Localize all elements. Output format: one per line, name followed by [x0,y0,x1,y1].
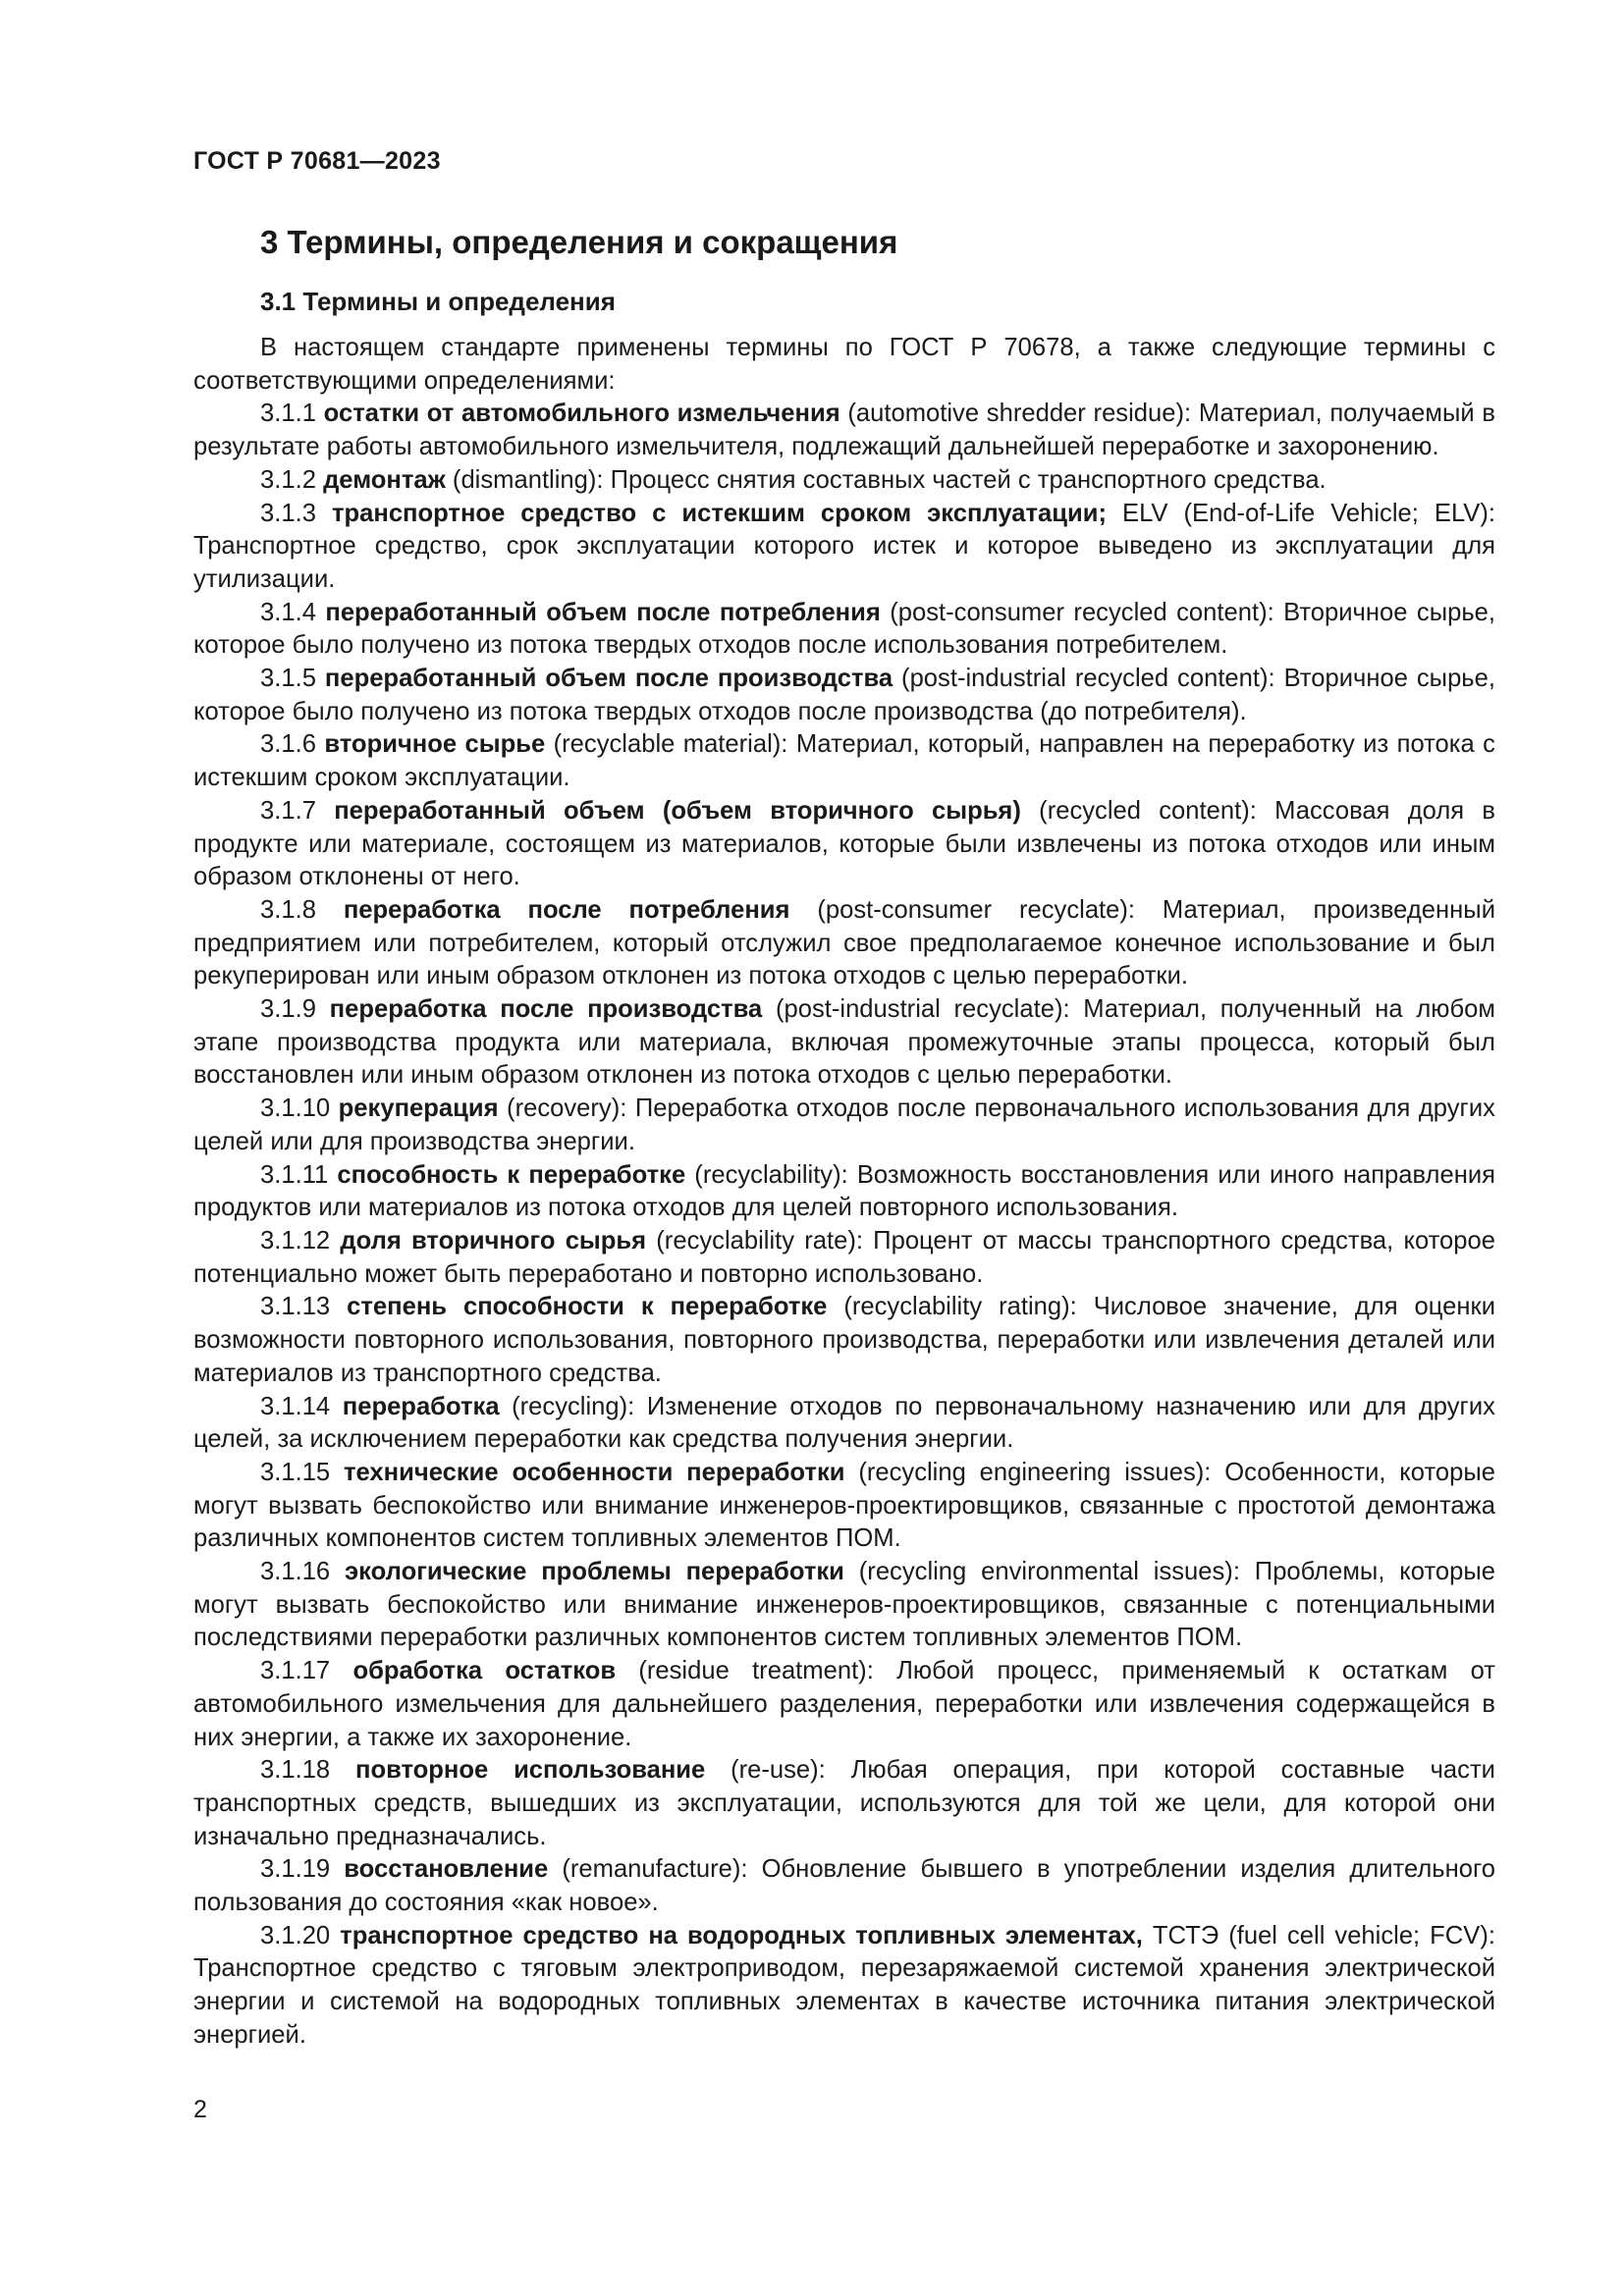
term-definition: (post-consumer recyclate): Материал, произведенный предприятием или потребителем, который отслужил свое предполагаемое конечное использование и был рекуперирован или иным образом отклонен из потока отходов с целью переработки. [193,895,1495,990]
term-number: 3.1.20 [260,1921,331,1949]
term-entry-3-1-4 [193,597,1495,663]
term-name: способность к переработке [337,1160,686,1189]
term-number: 3.1.13 [260,1293,331,1321]
term-number: 3.1.1 [260,400,316,428]
term-definition: (recycling): Изменение отходов по первоначальному назначению или для других целей, за исключением переработки как средства получения энергии. [193,1392,1495,1454]
term-definition: (remanufacture): Обновление бывшего в употреблении изделия длительного пользования до состояния «как новое». [193,1855,1495,1917]
standard-code: ГОСТ Р 70681—2023 [193,147,441,175]
term-entry-3-1-2 [193,464,1495,498]
term-number: 3.1.7 [260,796,316,825]
term-name: степень способности к переработке [347,1293,828,1321]
term-name: обработка остатков [352,1657,617,1685]
term-name: остатки от автомобильного измельчения [323,400,840,428]
term-number: 3.1.19 [260,1855,331,1884]
term-name: повторное использование [354,1756,706,1785]
term-definition: (post-industrial recycled content): Вторичное сырье, которое было получено из потока твердых отходов после производства (до потребителя). [193,665,1495,725]
term-entry-3-1-14 [193,1391,1495,1457]
term-name: переработка [342,1392,500,1420]
term-name: транспортное средство с истекшим сроком эксплуатации; [331,499,1107,527]
term-number: 3.1.15 [260,1458,331,1486]
term-number: 3.1.6 [260,730,316,759]
subsection-title: 3.1 Термины и определения [260,287,616,316]
term-number: 3.1.16 [260,1558,331,1586]
term-definition: (recycling engineering issues): Особенности, которые могут вызвать беспокойство или внимание инженеров-проектировщиков, связанные с простотой демонтажа различных компонентов систем топливных элементов ПОМ. [193,1458,1495,1553]
term-entry-3-1-16 [193,1556,1495,1655]
term-definition: (residue treatment): Любой процесс, применяемый к остаткам от автомобильного измельчения для дальнейшего разделения, переработки или извлечения содержащейся в них энергии, а также их захоронение. [193,1657,1495,1751]
term-entry-3-1-8 [193,894,1495,993]
term-number: 3.1.3 [260,499,316,527]
term-number: 3.1.17 [260,1657,331,1685]
term-definition: ТСТЭ (fuel cell vehicle; FCV): Транспортное средство с тяговым электроприводом, перезаряжаемой системой хранения электрической энергии и системой на водородных топливных элементах в качестве источника питания электрической энергией. [193,1921,1495,2049]
term-entry-3-1-10 [193,1093,1495,1158]
term-entry-3-1-15 [193,1457,1495,1556]
term-definition: ELV (End-of-Life Vehicle; ELV): Транспортное средство, срок эксплуатации которого истек и которое выведено из эксплуатации для утилизации. [193,499,1495,593]
term-definition: (recovery): Переработка отходов после первоначального использования для других целей или для производства энергии. [193,1095,1495,1155]
term-definition: (recyclability): Возможность восстановления или иного направления продуктов или материалов из потока отходов для целей повторного использования. [193,1160,1495,1222]
term-entry-3-1-19 [193,1853,1495,1919]
term-entry-3-1-1 [193,398,1495,463]
term-entry-3-1-12 [193,1225,1495,1291]
term-name: доля вторичного сырья [340,1226,647,1255]
term-definition: (dismantling): Процесс снятия составных частей с транспортного средства. [445,465,1326,494]
document-body [193,332,1495,2053]
term-definition: (recyclable material): Материал, который, направлен на переработку из потока с истекшим сроком эксплуатации. [193,730,1495,792]
term-number: 3.1.5 [260,665,316,693]
page-number: 2 [193,2096,207,2123]
term-number: 3.1.14 [260,1392,331,1420]
term-number: 3.1.12 [260,1226,331,1255]
term-definition: (recyclability rating): Числовое значение, для оценки возможности повторного использования, повторного производства, переработки или извлечения деталей или материалов из транспортного средства. [193,1293,1495,1387]
term-name: восстановление [344,1855,549,1884]
term-name: технические особенности переработки [344,1458,845,1486]
term-entry-3-1-13 [193,1291,1495,1390]
term-name: транспортное средство на водородных топливных элементах, [340,1921,1143,1949]
term-entry-3-1-6 [193,728,1495,794]
term-entry-3-1-20 [193,1920,1495,2053]
term-name: демонтаж [323,465,446,494]
term-name: переработанный объем (объем вторичного сырья) [334,796,1021,825]
term-number: 3.1.18 [260,1756,331,1785]
term-definition: (post-industrial recyclate): Материал, полученный на любом этапе производства продукта или материала, включая промежуточные этапы процесса, который был восстановлен или иным образом отклонен из потока отходов с целью переработки. [193,995,1495,1090]
term-entry-3-1-17 [193,1655,1495,1754]
term-entry-3-1-7 [193,795,1495,894]
term-number: 3.1.4 [260,598,316,626]
term-number: 3.1.10 [260,1095,331,1123]
term-definition: (automotive shredder residue): Материал, получаемый в результате работы автомобильного измельчителя, подлежащий дальнейшей переработке и захоронению. [193,400,1495,461]
term-entry-3-1-11 [193,1159,1495,1225]
section-title: 3 Термины, определения и сокращения [260,224,898,260]
term-definition: (recycling environmental issues): Проблемы, которые могут вызвать беспокойство или внимание инженеров-проектировщиков, связанные с потенциальными последствиями переработки различных компонентов систем топливных элементов ПОМ. [193,1558,1495,1652]
term-entry-3-1-9 [193,993,1495,1093]
term-entry-3-1-18 [193,1754,1495,1853]
term-number: 3.1.11 [260,1160,329,1189]
term-name: переработанный объем после потребления [325,598,881,626]
term-definition: (re-use): Любая операция, при которой составные части транспортных средств, вышедших из эксплуатации, используются для той же цели, для которой они изначально предназначались. [193,1756,1495,1850]
term-number: 3.1.9 [260,995,316,1024]
term-name: экологические проблемы переработки [345,1558,844,1586]
term-name: рекуперация [338,1095,499,1123]
term-number: 3.1.8 [260,895,316,924]
term-definition: (recyclability rate): Процент от массы транспортного средства, которое потенциально может быть переработано и повторно использовано. [193,1226,1495,1288]
term-definition: (recycled content): Массовая доля в продукте или материале, состоящем из материалов, которые были извлечены из потока отходов или иным образом отклонены от него. [193,796,1495,891]
term-name: переработанный объем после производства [324,665,893,693]
term-name: вторичное сырье [324,730,546,759]
term-number: 3.1.2 [260,465,316,494]
term-name: переработка после потребления [343,895,790,924]
term-definition: (post-consumer recycled content): Вторичное сырье, которое было получено из потока твердых отходов после использования потребителем. [193,598,1495,660]
term-entry-3-1-5 [193,663,1495,728]
intro-paragraph: В настоящем стандарте применены термины по ГОСТ Р 70678, а также следующие термины с соответствующими определениями: [193,334,1495,395]
term-entry-3-1-3 [193,498,1495,597]
term-name: переработка после производства [329,995,763,1024]
